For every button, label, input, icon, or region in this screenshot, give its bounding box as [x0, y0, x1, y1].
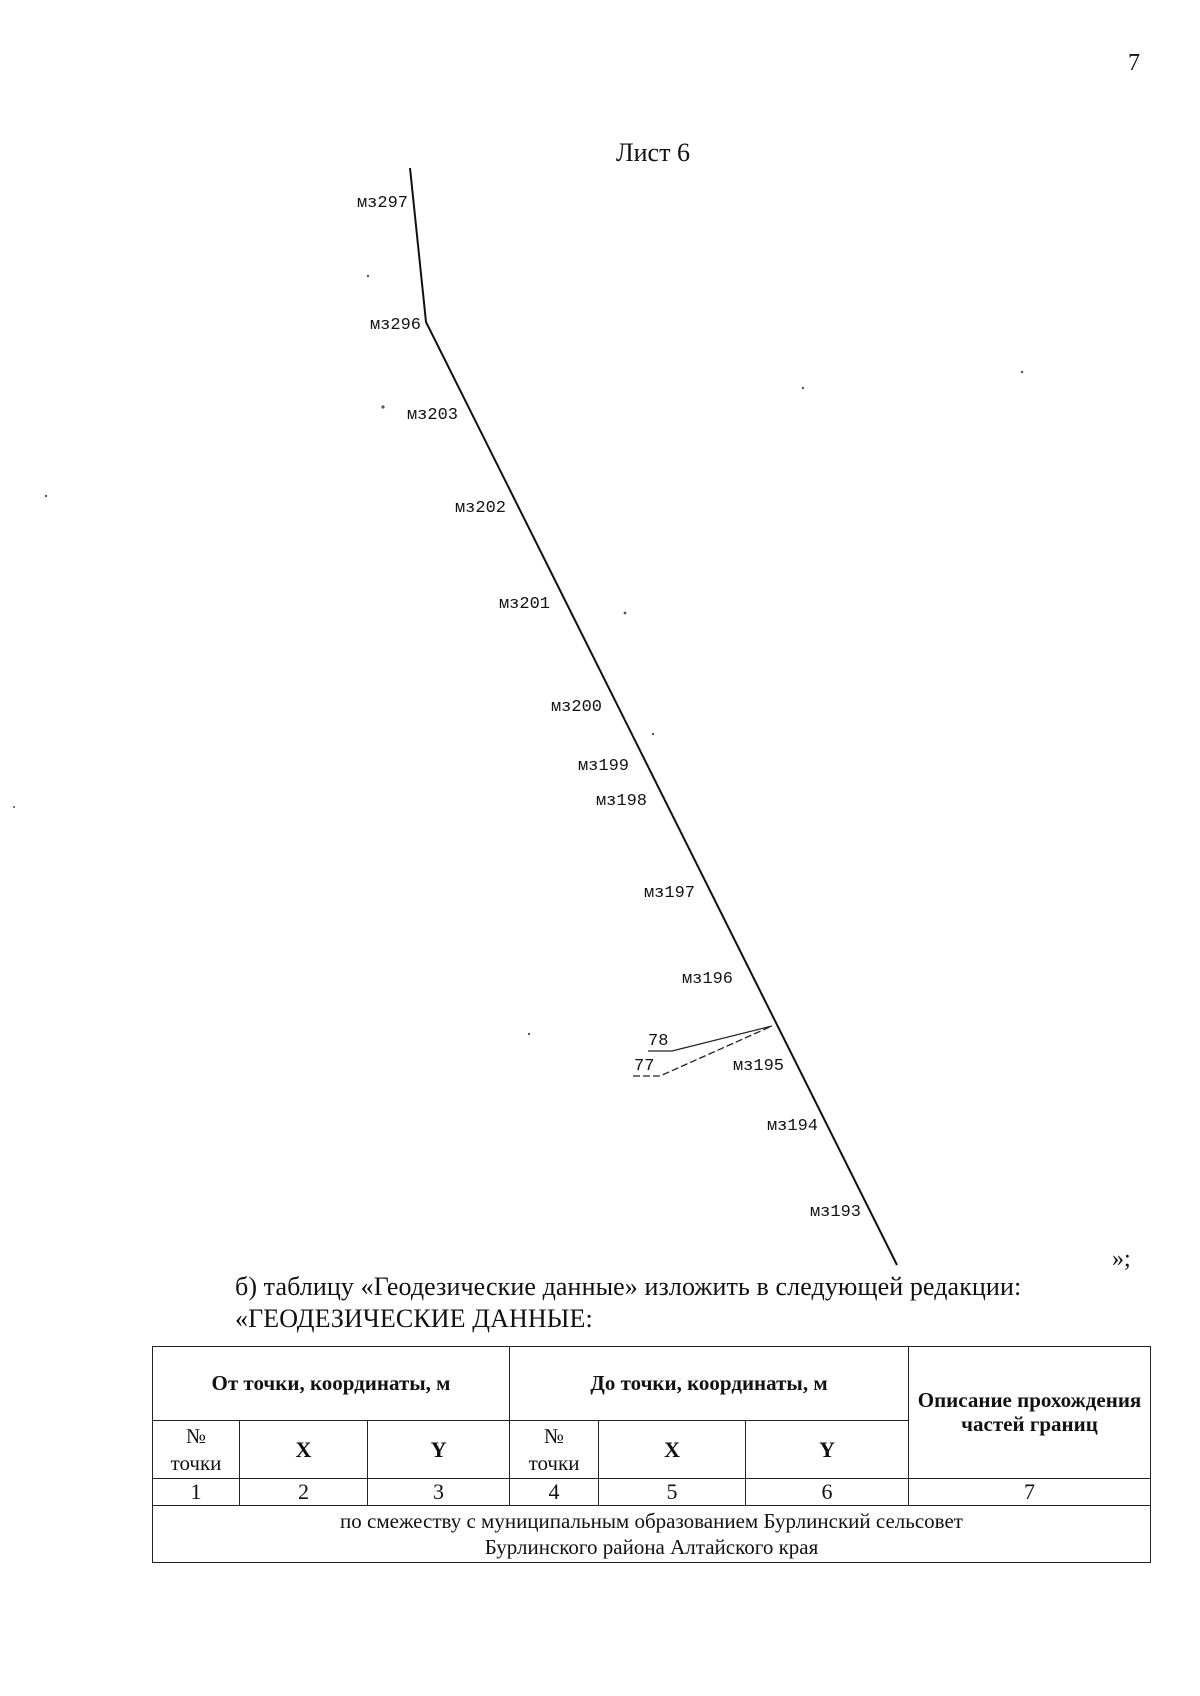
column-index-row — [153, 1479, 1151, 1506]
column-index-cell: 7 — [909, 1479, 1151, 1506]
boundary-point-label: мз203 — [406, 406, 458, 425]
boundary-point-label: мз199 — [577, 757, 629, 776]
branch-point-label-78: 78 — [648, 1032, 669, 1051]
sheet-title: Лист 6 — [616, 138, 690, 167]
to-y-header: Y — [746, 1421, 909, 1479]
boundary-point-label: мз196 — [681, 970, 733, 989]
to-point-number-header — [510, 1421, 599, 1479]
boundary-point-label: мз193 — [809, 1203, 861, 1222]
table-caption: «ГЕОДЕЗИЧЕСКИЕ ДАННЫЕ: — [235, 1304, 593, 1333]
boundary-point-label: мз200 — [550, 698, 602, 717]
branch-point-label-77: 77 — [634, 1057, 655, 1076]
column-index-cell: 6 — [746, 1479, 909, 1506]
boundary-point-label: мз195 — [732, 1057, 784, 1076]
from-x-header: X — [240, 1421, 368, 1479]
number-sign: № — [185, 1424, 207, 1449]
boundary-point-label: мз296 — [369, 316, 421, 335]
adjacency-note-line: по смежеству с муниципальным образованием Бурлинский сельсовет — [340, 1508, 963, 1533]
geodetic-data-table — [152, 1346, 1151, 1563]
boundary-point-label: мз198 — [595, 792, 647, 811]
from-point-number-header — [153, 1421, 240, 1479]
description-header: Описание прохождения частей границ — [909, 1347, 1151, 1479]
instruction-paragraph: б) таблицу «Геодезические данные» изложить в следующей редакции: — [235, 1272, 1022, 1301]
scheme-dust — [13, 275, 1023, 1035]
number-sign: № — [543, 1424, 565, 1449]
boundary-point-label: мз297 — [356, 194, 408, 213]
column-index-cell: 2 — [240, 1479, 368, 1506]
boundary-line — [410, 168, 897, 1265]
boundary-point-label: мз194 — [766, 1117, 818, 1136]
column-index-cell: 1 — [153, 1479, 240, 1506]
adjacency-note-line: Бурлинского района Алтайского края — [484, 1535, 819, 1559]
table-group-header-row — [153, 1347, 1151, 1421]
adjacency-note — [153, 1506, 1151, 1563]
column-index-cell: 3 — [368, 1479, 510, 1506]
boundary-point-label: мз201 — [498, 595, 550, 614]
to-point-header: До точки, координаты, м — [510, 1347, 909, 1421]
column-index-cell: 4 — [510, 1479, 599, 1506]
from-y-header: Y — [368, 1421, 510, 1479]
number-word: точки — [170, 1450, 222, 1475]
adjacency-note-row — [153, 1506, 1151, 1563]
closing-quote: »; — [1112, 1246, 1131, 1272]
to-x-header: X — [599, 1421, 746, 1479]
page-number: 7 — [1128, 50, 1140, 76]
boundary-point-label: мз197 — [643, 884, 695, 903]
boundary-point-label: мз202 — [454, 499, 506, 518]
from-point-header: От точки, координаты, м — [153, 1347, 510, 1421]
column-index-cell: 5 — [599, 1479, 746, 1506]
number-word: точки — [528, 1450, 580, 1475]
